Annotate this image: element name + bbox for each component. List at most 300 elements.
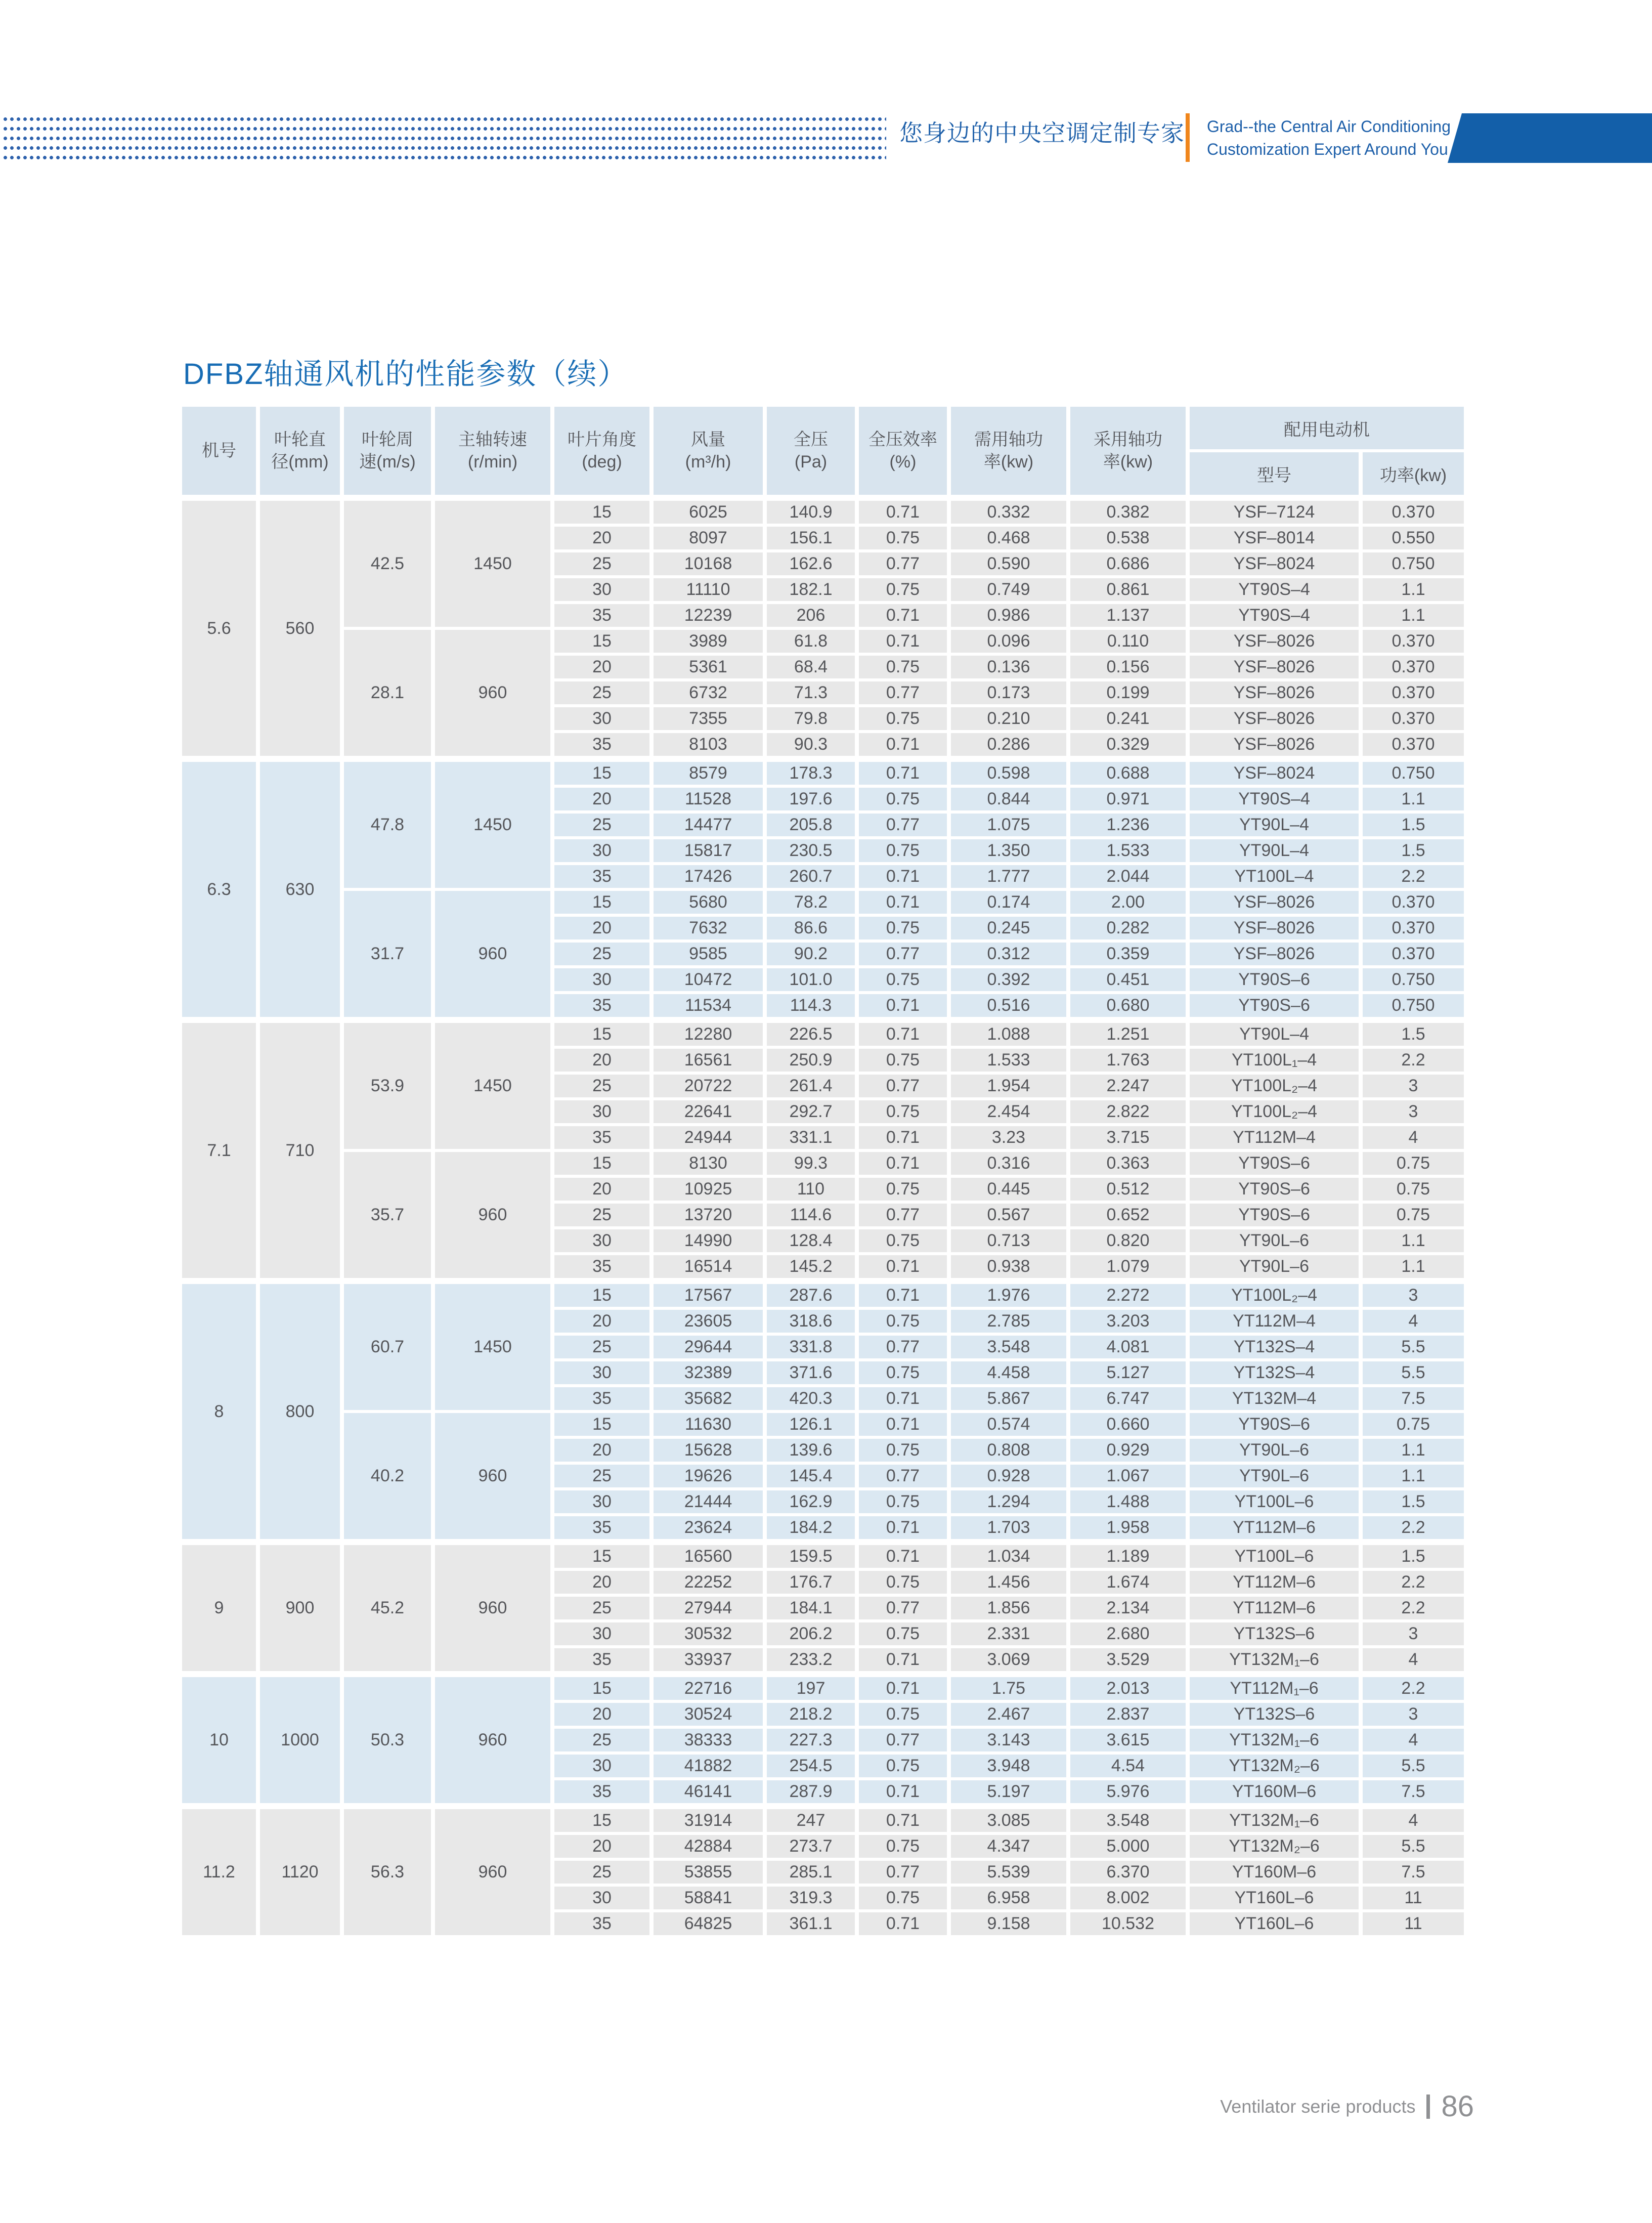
airflow-cell: 33937 xyxy=(654,1648,763,1671)
col-header-pressure: 全压 (Pa) xyxy=(767,407,855,495)
efficiency-cell: 0.71 xyxy=(859,1255,947,1278)
motor-model-cell: YT132M₁–6 xyxy=(1190,1809,1359,1832)
efficiency-cell: 0.75 xyxy=(859,1571,947,1594)
airflow-cell: 12280 xyxy=(654,1023,763,1046)
adopted-power-cell: 0.820 xyxy=(1070,1229,1186,1252)
motor-model-cell: YT160M–6 xyxy=(1190,1780,1359,1803)
blade-angle-cell: 20 xyxy=(554,1571,649,1594)
blade-angle-cell: 20 xyxy=(554,1310,649,1333)
blade-angle-cell: 35 xyxy=(554,733,649,756)
blade-angle-cell: 25 xyxy=(554,943,649,965)
required-power-cell: 1.856 xyxy=(951,1597,1066,1619)
efficiency-cell: 0.75 xyxy=(859,1049,947,1072)
rpm-cell: 960 xyxy=(435,1677,550,1803)
tip-speed-cell: 40.2 xyxy=(344,1413,431,1539)
tip-speed-cell: 53.9 xyxy=(344,1023,431,1149)
motor-power-cell: 1.1 xyxy=(1363,578,1464,601)
blade-angle-cell: 35 xyxy=(554,1126,649,1149)
efficiency-cell: 0.77 xyxy=(859,1597,947,1619)
airflow-cell: 64825 xyxy=(654,1912,763,1935)
adopted-power-cell: 3.529 xyxy=(1070,1648,1186,1671)
tip-speed-cell: 45.2 xyxy=(344,1545,431,1671)
adopted-power-cell: 5.127 xyxy=(1070,1361,1186,1384)
blade-angle-cell: 30 xyxy=(554,839,649,862)
required-power-cell: 1.703 xyxy=(951,1516,1066,1539)
required-power-cell: 0.808 xyxy=(951,1439,1066,1462)
motor-power-cell: 5.5 xyxy=(1363,1835,1464,1858)
blade-angle-cell: 25 xyxy=(554,1465,649,1487)
required-power-cell: 1.976 xyxy=(951,1284,1066,1307)
pressure-cell: 145.2 xyxy=(767,1255,855,1278)
motor-model-cell: YT90S–6 xyxy=(1190,968,1359,991)
pressure-cell: 420.3 xyxy=(767,1387,855,1410)
slogan-english-line2: Customization Expert Around You xyxy=(1207,140,1448,158)
adopted-power-cell: 2.680 xyxy=(1070,1622,1186,1645)
motor-power-cell: 5.5 xyxy=(1363,1336,1464,1358)
pressure-cell: 361.1 xyxy=(767,1912,855,1935)
motor-model-cell: YSF–8026 xyxy=(1190,681,1359,704)
adopted-power-cell: 0.652 xyxy=(1070,1204,1186,1226)
adopted-power-cell: 10.532 xyxy=(1070,1912,1186,1935)
required-power-cell: 6.958 xyxy=(951,1887,1066,1909)
motor-model-cell: YT132S–6 xyxy=(1190,1622,1359,1645)
pressure-cell: 101.0 xyxy=(767,968,855,991)
efficiency-cell: 0.71 xyxy=(859,891,947,914)
motor-power-cell: 1.5 xyxy=(1363,1490,1464,1513)
required-power-cell: 0.392 xyxy=(951,968,1066,991)
airflow-cell: 11528 xyxy=(654,788,763,810)
airflow-cell: 9585 xyxy=(654,943,763,965)
adopted-power-cell: 0.282 xyxy=(1070,917,1186,939)
pressure-cell: 110 xyxy=(767,1178,855,1201)
airflow-cell: 46141 xyxy=(654,1780,763,1803)
airflow-cell: 17426 xyxy=(654,865,763,888)
motor-model-cell: YSF–8026 xyxy=(1190,943,1359,965)
pressure-cell: 162.9 xyxy=(767,1490,855,1513)
airflow-cell: 10925 xyxy=(654,1178,763,1201)
blade-angle-cell: 15 xyxy=(554,762,649,785)
efficiency-cell: 0.75 xyxy=(859,788,947,810)
motor-model-cell: YSF–8024 xyxy=(1190,552,1359,575)
adopted-power-cell: 1.674 xyxy=(1070,1571,1186,1594)
section-table-5.6 xyxy=(178,498,1468,759)
efficiency-cell: 0.75 xyxy=(859,1229,947,1252)
efficiency-cell: 0.75 xyxy=(859,1310,947,1333)
footer-label: Ventilator serie products xyxy=(1220,2096,1416,2117)
blade-angle-cell: 35 xyxy=(554,865,649,888)
efficiency-cell: 0.77 xyxy=(859,814,947,836)
required-power-cell: 1.034 xyxy=(951,1545,1066,1568)
pressure-cell: 68.4 xyxy=(767,656,855,678)
motor-power-cell: 3 xyxy=(1363,1075,1464,1097)
adopted-power-cell: 2.822 xyxy=(1070,1100,1186,1123)
airflow-cell: 15817 xyxy=(654,839,763,862)
efficiency-cell: 0.75 xyxy=(859,917,947,939)
airflow-cell: 19626 xyxy=(654,1465,763,1487)
required-power-cell: 0.286 xyxy=(951,733,1066,756)
efficiency-cell: 0.75 xyxy=(859,1490,947,1513)
motor-power-cell: 0.75 xyxy=(1363,1413,1464,1436)
efficiency-cell: 0.71 xyxy=(859,1780,947,1803)
efficiency-cell: 0.71 xyxy=(859,1413,947,1436)
machine-no-cell: 9 xyxy=(182,1545,256,1671)
diameter-cell: 710 xyxy=(260,1023,340,1278)
motor-power-cell: 0.750 xyxy=(1363,552,1464,575)
adopted-power-cell: 0.156 xyxy=(1070,656,1186,678)
adopted-power-cell: 2.247 xyxy=(1070,1075,1186,1097)
motor-power-cell: 0.370 xyxy=(1363,943,1464,965)
adopted-power-cell: 5.976 xyxy=(1070,1780,1186,1803)
airflow-cell: 7355 xyxy=(654,707,763,730)
required-power-cell: 0.516 xyxy=(951,994,1066,1017)
adopted-power-cell: 5.000 xyxy=(1070,1835,1186,1858)
motor-model-cell: YT112M₁–6 xyxy=(1190,1677,1359,1700)
efficiency-cell: 0.71 xyxy=(859,1023,947,1046)
efficiency-cell: 0.71 xyxy=(859,762,947,785)
machine-no-cell: 8 xyxy=(182,1284,256,1539)
required-power-cell: 3.085 xyxy=(951,1809,1066,1832)
airflow-cell: 3989 xyxy=(654,630,763,653)
pressure-cell: 86.6 xyxy=(767,917,855,939)
page-number: 86 xyxy=(1441,2090,1474,2123)
efficiency-cell: 0.71 xyxy=(859,733,947,756)
airflow-cell: 20722 xyxy=(654,1075,763,1097)
motor-power-cell: 2.2 xyxy=(1363,1677,1464,1700)
col-header-motor-model: 型号 xyxy=(1190,452,1359,495)
motor-power-cell: 2.2 xyxy=(1363,1571,1464,1594)
motor-model-cell: YT132M–4 xyxy=(1190,1387,1359,1410)
blade-angle-cell: 30 xyxy=(554,1887,649,1909)
adopted-power-cell: 6.747 xyxy=(1070,1387,1186,1410)
blade-angle-cell: 30 xyxy=(554,1361,649,1384)
rpm-cell: 960 xyxy=(435,1413,550,1539)
required-power-cell: 0.332 xyxy=(951,501,1066,524)
motor-power-cell: 5.5 xyxy=(1363,1755,1464,1777)
motor-model-cell: YSF–8014 xyxy=(1190,527,1359,549)
required-power-cell: 0.574 xyxy=(951,1413,1066,1436)
motor-power-cell: 0.370 xyxy=(1363,707,1464,730)
pressure-cell: 126.1 xyxy=(767,1413,855,1436)
page-title: DFBZ轴通风机的性能参数（续） xyxy=(183,358,628,391)
motor-power-cell: 4 xyxy=(1363,1126,1464,1149)
adopted-power-cell: 1.763 xyxy=(1070,1049,1186,1072)
required-power-cell: 5.867 xyxy=(951,1387,1066,1410)
airflow-cell: 42884 xyxy=(654,1835,763,1858)
pressure-cell: 205.8 xyxy=(767,814,855,836)
blade-angle-cell: 15 xyxy=(554,1413,649,1436)
motor-power-cell: 3 xyxy=(1363,1284,1464,1307)
blade-angle-cell: 15 xyxy=(554,501,649,524)
col-header-required-power: 需用轴功 率(kw) xyxy=(951,407,1066,495)
motor-model-cell: YSF–8026 xyxy=(1190,656,1359,678)
motor-power-cell: 3 xyxy=(1363,1703,1464,1726)
adopted-power-cell: 4.081 xyxy=(1070,1336,1186,1358)
airflow-cell: 6732 xyxy=(654,681,763,704)
adopted-power-cell: 1.251 xyxy=(1070,1023,1186,1046)
adopted-power-cell: 3.548 xyxy=(1070,1809,1186,1832)
pressure-cell: 114.6 xyxy=(767,1204,855,1226)
pressure-cell: 206 xyxy=(767,604,855,627)
efficiency-cell: 0.71 xyxy=(859,1912,947,1935)
pressure-cell: 292.7 xyxy=(767,1100,855,1123)
motor-model-cell: YSF–8026 xyxy=(1190,917,1359,939)
rpm-cell: 960 xyxy=(435,1152,550,1278)
pressure-cell: 233.2 xyxy=(767,1648,855,1671)
airflow-cell: 35682 xyxy=(654,1387,763,1410)
table-row xyxy=(182,762,1464,785)
machine-no-cell: 10 xyxy=(182,1677,256,1803)
efficiency-cell: 0.71 xyxy=(859,1809,947,1832)
required-power-cell: 4.458 xyxy=(951,1361,1066,1384)
efficiency-cell: 0.77 xyxy=(859,943,947,965)
pressure-cell: 178.3 xyxy=(767,762,855,785)
blade-angle-cell: 25 xyxy=(554,1861,649,1884)
blade-angle-cell: 15 xyxy=(554,1284,649,1307)
airflow-cell: 29644 xyxy=(654,1336,763,1358)
required-power-cell: 1.456 xyxy=(951,1571,1066,1594)
rpm-cell: 1450 xyxy=(435,501,550,627)
blade-angle-cell: 35 xyxy=(554,1780,649,1803)
required-power-cell: 1.777 xyxy=(951,865,1066,888)
airflow-cell: 12239 xyxy=(654,604,763,627)
blade-angle-cell: 30 xyxy=(554,707,649,730)
blade-angle-cell: 25 xyxy=(554,1075,649,1097)
tip-speed-cell: 47.8 xyxy=(344,762,431,888)
motor-model-cell: YT132M₁–6 xyxy=(1190,1729,1359,1751)
motor-model-cell: YT90S–6 xyxy=(1190,994,1359,1017)
motor-model-cell: YT132M₁–6 xyxy=(1190,1648,1359,1671)
tip-speed-cell: 28.1 xyxy=(344,630,431,756)
efficiency-cell: 0.77 xyxy=(859,681,947,704)
pressure-cell: 184.1 xyxy=(767,1597,855,1619)
airflow-cell: 8103 xyxy=(654,733,763,756)
pressure-cell: 71.3 xyxy=(767,681,855,704)
motor-model-cell: YT100L₂–4 xyxy=(1190,1075,1359,1097)
motor-power-cell: 2.2 xyxy=(1363,1049,1464,1072)
airflow-cell: 8097 xyxy=(654,527,763,549)
table-row xyxy=(182,1677,1464,1700)
efficiency-cell: 0.71 xyxy=(859,1284,947,1307)
required-power-cell: 3.548 xyxy=(951,1336,1066,1358)
table-row xyxy=(182,1545,1464,1568)
airflow-cell: 23605 xyxy=(654,1310,763,1333)
airflow-cell: 15628 xyxy=(654,1439,763,1462)
rpm-cell: 1450 xyxy=(435,762,550,888)
blade-angle-cell: 35 xyxy=(554,1255,649,1278)
tip-speed-cell: 50.3 xyxy=(344,1677,431,1803)
tip-speed-cell: 42.5 xyxy=(344,501,431,627)
adopted-power-cell: 0.359 xyxy=(1070,943,1186,965)
blade-angle-cell: 15 xyxy=(554,891,649,914)
header-flag-shape xyxy=(1448,113,1652,163)
table-row xyxy=(182,501,1464,524)
motor-power-cell: 0.750 xyxy=(1363,968,1464,991)
adopted-power-cell: 3.715 xyxy=(1070,1126,1186,1149)
motor-model-cell: YT100L–6 xyxy=(1190,1545,1359,1568)
motor-power-cell: 7.5 xyxy=(1363,1861,1464,1884)
motor-model-cell: YT90S–6 xyxy=(1190,1413,1359,1436)
pressure-cell: 273.7 xyxy=(767,1835,855,1858)
pressure-cell: 318.6 xyxy=(767,1310,855,1333)
motor-model-cell: YT132M₂–6 xyxy=(1190,1835,1359,1858)
section-table-9 xyxy=(178,1542,1468,1674)
required-power-cell: 0.316 xyxy=(951,1152,1066,1175)
pressure-cell: 176.7 xyxy=(767,1571,855,1594)
blade-angle-cell: 35 xyxy=(554,604,649,627)
airflow-cell: 41882 xyxy=(654,1755,763,1777)
airflow-cell: 14990 xyxy=(654,1229,763,1252)
motor-model-cell: YT90L–6 xyxy=(1190,1439,1359,1462)
efficiency-cell: 0.71 xyxy=(859,1648,947,1671)
dotted-pattern xyxy=(2,114,886,162)
pressure-cell: 261.4 xyxy=(767,1075,855,1097)
pressure-cell: 206.2 xyxy=(767,1622,855,1645)
section-table-10 xyxy=(178,1674,1468,1806)
col-header-adopted-power: 采用轴功 率(kw) xyxy=(1070,407,1186,495)
blade-angle-cell: 20 xyxy=(554,1049,649,1072)
required-power-cell: 2.331 xyxy=(951,1622,1066,1645)
airflow-cell: 16514 xyxy=(654,1255,763,1278)
motor-power-cell: 4 xyxy=(1363,1648,1464,1671)
required-power-cell: 0.312 xyxy=(951,943,1066,965)
required-power-cell: 1.533 xyxy=(951,1049,1066,1072)
airflow-cell: 27944 xyxy=(654,1597,763,1619)
motor-model-cell: YT90S–6 xyxy=(1190,1152,1359,1175)
motor-power-cell: 0.370 xyxy=(1363,733,1464,756)
required-power-cell: 0.928 xyxy=(951,1465,1066,1487)
adopted-power-cell: 4.54 xyxy=(1070,1755,1186,1777)
pressure-cell: 140.9 xyxy=(767,501,855,524)
pressure-cell: 159.5 xyxy=(767,1545,855,1568)
airflow-cell: 11534 xyxy=(654,994,763,1017)
adopted-power-cell: 1.189 xyxy=(1070,1545,1186,1568)
required-power-cell: 0.468 xyxy=(951,527,1066,549)
table-header xyxy=(178,404,1468,498)
efficiency-cell: 0.71 xyxy=(859,604,947,627)
motor-power-cell: 2.2 xyxy=(1363,1516,1464,1539)
blade-angle-cell: 25 xyxy=(554,1204,649,1226)
required-power-cell: 0.173 xyxy=(951,681,1066,704)
motor-power-cell: 4 xyxy=(1363,1729,1464,1751)
airflow-cell: 24944 xyxy=(654,1126,763,1149)
motor-model-cell: YSF–8026 xyxy=(1190,891,1359,914)
airflow-cell: 38333 xyxy=(654,1729,763,1751)
col-header-airflow: 风量 (m³/h) xyxy=(654,407,763,495)
motor-power-cell: 1.1 xyxy=(1363,1229,1464,1252)
efficiency-cell: 0.75 xyxy=(859,1835,947,1858)
blade-angle-cell: 20 xyxy=(554,1439,649,1462)
efficiency-cell: 0.75 xyxy=(859,707,947,730)
efficiency-cell: 0.75 xyxy=(859,1178,947,1201)
motor-model-cell: YT90L–4 xyxy=(1190,839,1359,862)
diameter-cell: 900 xyxy=(260,1545,340,1671)
adopted-power-cell: 0.538 xyxy=(1070,527,1186,549)
required-power-cell: 9.158 xyxy=(951,1912,1066,1935)
blade-angle-cell: 15 xyxy=(554,1023,649,1046)
performance-table xyxy=(178,404,1476,1938)
motor-power-cell: 1.1 xyxy=(1363,1255,1464,1278)
adopted-power-cell: 6.370 xyxy=(1070,1861,1186,1884)
motor-model-cell: YSF–7124 xyxy=(1190,501,1359,524)
adopted-power-cell: 2.044 xyxy=(1070,865,1186,888)
efficiency-cell: 0.75 xyxy=(859,1887,947,1909)
motor-power-cell: 0.370 xyxy=(1363,630,1464,653)
motor-power-cell: 1.5 xyxy=(1363,1023,1464,1046)
pressure-cell: 90.2 xyxy=(767,943,855,965)
motor-power-cell: 11 xyxy=(1363,1887,1464,1909)
adopted-power-cell: 2.00 xyxy=(1070,891,1186,914)
motor-power-cell: 0.750 xyxy=(1363,994,1464,1017)
motor-power-cell: 0.370 xyxy=(1363,501,1464,524)
motor-model-cell: YT100L₂–4 xyxy=(1190,1284,1359,1307)
table-row xyxy=(182,1152,1464,1175)
col-header-efficiency: 全压效率 (%) xyxy=(859,407,947,495)
efficiency-cell: 0.75 xyxy=(859,1439,947,1462)
tip-speed-cell: 60.7 xyxy=(344,1284,431,1410)
adopted-power-cell: 0.971 xyxy=(1070,788,1186,810)
rpm-cell: 960 xyxy=(435,630,550,756)
motor-model-cell: YSF–8026 xyxy=(1190,733,1359,756)
required-power-cell: 0.445 xyxy=(951,1178,1066,1201)
pressure-cell: 287.6 xyxy=(767,1284,855,1307)
adopted-power-cell: 0.512 xyxy=(1070,1178,1186,1201)
table-row xyxy=(182,1284,1464,1307)
required-power-cell: 0.938 xyxy=(951,1255,1066,1278)
pressure-cell: 114.3 xyxy=(767,994,855,1017)
efficiency-cell: 0.75 xyxy=(859,1622,947,1645)
blade-angle-cell: 35 xyxy=(554,1387,649,1410)
airflow-cell: 22716 xyxy=(654,1677,763,1700)
diameter-cell: 1120 xyxy=(260,1809,340,1935)
required-power-cell: 0.174 xyxy=(951,891,1066,914)
table-row xyxy=(182,1023,1464,1046)
motor-model-cell: YT132M₂–6 xyxy=(1190,1755,1359,1777)
rpm-cell: 1450 xyxy=(435,1023,550,1149)
blade-angle-cell: 15 xyxy=(554,1545,649,1568)
airflow-cell: 8130 xyxy=(654,1152,763,1175)
blade-angle-cell: 25 xyxy=(554,1336,649,1358)
col-header-motor-group: 配用电动机 xyxy=(1190,407,1464,449)
rpm-cell: 960 xyxy=(435,1545,550,1671)
motor-model-cell: YT132S–4 xyxy=(1190,1361,1359,1384)
section-table-8 xyxy=(178,1281,1468,1542)
required-power-cell: 0.567 xyxy=(951,1204,1066,1226)
airflow-cell: 21444 xyxy=(654,1490,763,1513)
efficiency-cell: 0.77 xyxy=(859,1336,947,1358)
motor-power-cell: 0.75 xyxy=(1363,1204,1464,1226)
motor-model-cell: YT112M–4 xyxy=(1190,1126,1359,1149)
airflow-cell: 13720 xyxy=(654,1204,763,1226)
adopted-power-cell: 1.236 xyxy=(1070,814,1186,836)
pressure-cell: 218.2 xyxy=(767,1703,855,1726)
motor-model-cell: YT90L–6 xyxy=(1190,1255,1359,1278)
airflow-cell: 10472 xyxy=(654,968,763,991)
pressure-cell: 162.6 xyxy=(767,552,855,575)
blade-angle-cell: 25 xyxy=(554,681,649,704)
airflow-cell: 16561 xyxy=(654,1049,763,1072)
motor-power-cell: 7.5 xyxy=(1363,1387,1464,1410)
blade-angle-cell: 30 xyxy=(554,578,649,601)
required-power-cell: 2.785 xyxy=(951,1310,1066,1333)
adopted-power-cell: 2.013 xyxy=(1070,1677,1186,1700)
airflow-cell: 8579 xyxy=(654,762,763,785)
blade-angle-cell: 25 xyxy=(554,552,649,575)
motor-power-cell: 0.370 xyxy=(1363,891,1464,914)
slogan-chinese: 您身边的中央空调定制专家 xyxy=(899,120,1185,146)
blade-angle-cell: 20 xyxy=(554,1835,649,1858)
motor-model-cell: YT160M–6 xyxy=(1190,1861,1359,1884)
adopted-power-cell: 0.660 xyxy=(1070,1413,1186,1436)
